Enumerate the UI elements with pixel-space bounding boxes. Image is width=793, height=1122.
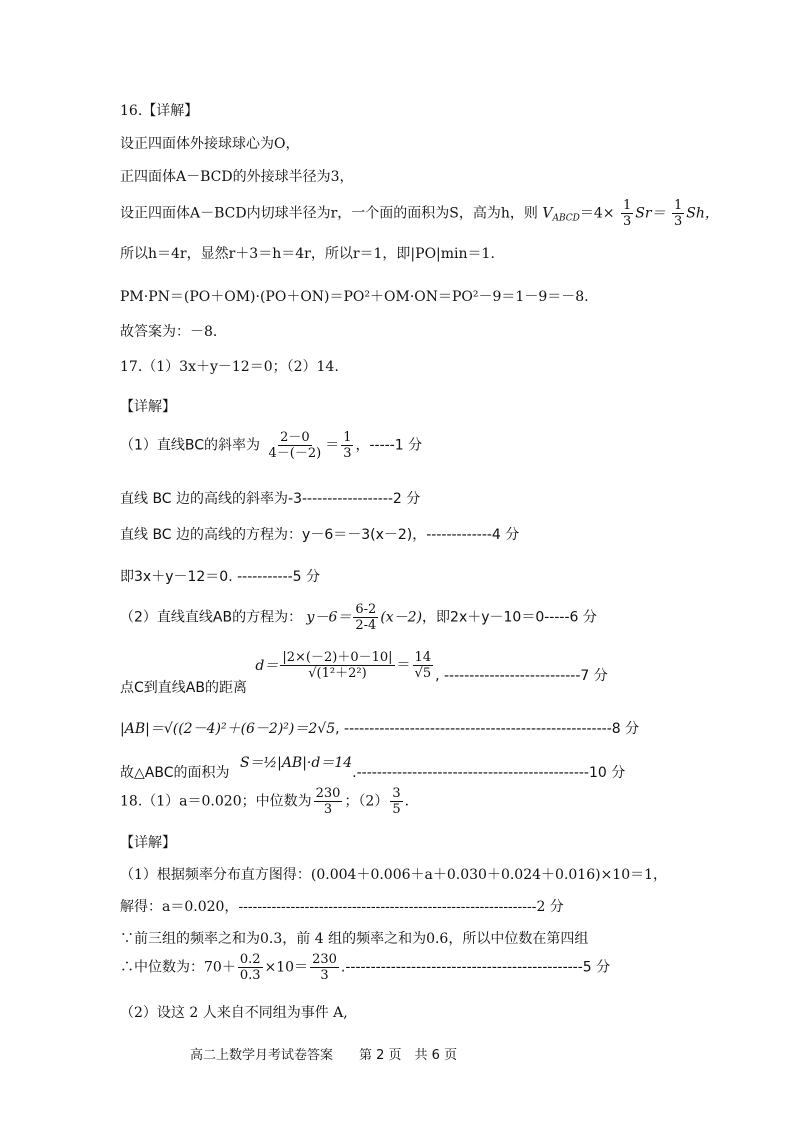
fraction: $\frac{0.2}{0.3}$ [239, 952, 261, 983]
fraction: $\frac{6-2}{2-4}$ [355, 602, 377, 633]
line-detail-17: 【详解】 [120, 399, 176, 415]
line-ab-length: |AB|＝√((2－4)²＋(6－2)²)＝2√5, -----------------------------------------------------8 分 [120, 721, 640, 737]
line-detail-18: 【详解】 [120, 835, 176, 851]
line-height-eq: 直线 BC 边的高线的方程为：y－6＝－3(x－2)，-------------4 分 [120, 527, 520, 543]
line-answer-16: 故答案为：－8. [120, 324, 218, 340]
line-height-result: 即3x＋y－12＝0. -----------5 分 [120, 569, 321, 585]
line-r-value: 所以h＝4r，显然r＋3＝h＝4r，所以r＝1，即|PO|min＝1. [120, 246, 495, 262]
page-footer: 高二上数学月考试卷答案 第 2 页 共 6 页 [190, 1048, 458, 1063]
line-solve-a: 解得：a＝0.020，---------------------------------------------------------------2 分 [120, 899, 564, 915]
fraction: $\frac{2-0}{4-(-2)}$ [268, 430, 322, 461]
line-histogram: （1）根据频率分布直方图得：(0.004＋0.006＋a＋0.030＋0.024＋0.016)×10＝1， [120, 867, 668, 883]
line-17-head: 17.（1）3x＋y－12＝0；（2）14. [120, 359, 339, 375]
line-ab-eq: （2）直线直线AB的方程为： y－6＝ $\frac{6-2}{2-4}$ (x－2)，即2x＋y－10＝0-----6 分 [120, 602, 597, 633]
line-outer-radius: 正四面体A－BCD的外接球半径为3， [120, 169, 354, 185]
fraction: $\frac{230}{3}$ [312, 952, 337, 983]
line-area: 故△ABC的面积为 S＝½|AB|·d＝14.----------------------------------------------10 分 [120, 755, 626, 781]
line-center: 设正四面体外接球球心为O， [120, 136, 300, 152]
line-16-head: 16.【详解】 [120, 103, 199, 119]
line-slope-bc: （1）直线BC的斜率为 $\frac{2-0}{4-(-2)}$ ＝ $\frac{1}{3}$ ，-----1 分 [120, 430, 423, 461]
line-median-calc: ∴中位数为：70＋ $\frac{0.2}{0.3}$ ×10＝ $\frac{230}{3}$ .-----------------------------------------------5 分 [120, 952, 611, 983]
fraction: $\frac{1}{3}$ [622, 198, 632, 229]
line-18-head: 18.（1）a＝0.020；中位数为 $\frac{230}{3}$ ；（2） $\frac{3}{5}$ . [120, 786, 410, 817]
line-inner-radius: 设正四面体A－BCD内切球半径为r，一个面的面积为S，高为h，则 $V_{ABCD}=4\times$ $\frac{1}{3}$ Sr＝ $\frac{1}{3}$ Sh， [120, 198, 719, 229]
line-distance: 点C到直线AB的距离 d＝ $\frac{|2\times(-2)+0-10|}{\text{√(1²＋2²)}}$ ＝ $\frac{14}{√5}$ , ---------------------------7 分 [120, 650, 608, 696]
fraction: $\frac{|2\times(-2)+0-10|}{\text{√(1²＋2²)}}$ [282, 650, 393, 681]
fraction: $\frac{3}{5}$ [392, 786, 401, 817]
fraction: $\frac{14}{√5}$ [414, 650, 432, 681]
line-event-a: （2）设这 2 人来自不同组为事件 A, [120, 1005, 348, 1021]
line-median-group: ∵前三组的频率之和为0.3，前 4 组的频率之和为0.6，所以中位数在第四组 [120, 931, 589, 947]
line-vector: PM·PN＝(PO＋OM)·(PO＋ON)＝PO²＋OM·ON＝PO²－9＝1－9＝－8. [120, 289, 589, 305]
fraction: $\frac{230}{3}$ [315, 786, 341, 817]
fraction: $\frac{1}{3}$ [674, 198, 683, 229]
line-height-slope: 直线 BC 边的高线的斜率为-3------------------2 分 [120, 491, 421, 507]
fraction: $\frac{1}{3}$ [343, 430, 352, 461]
